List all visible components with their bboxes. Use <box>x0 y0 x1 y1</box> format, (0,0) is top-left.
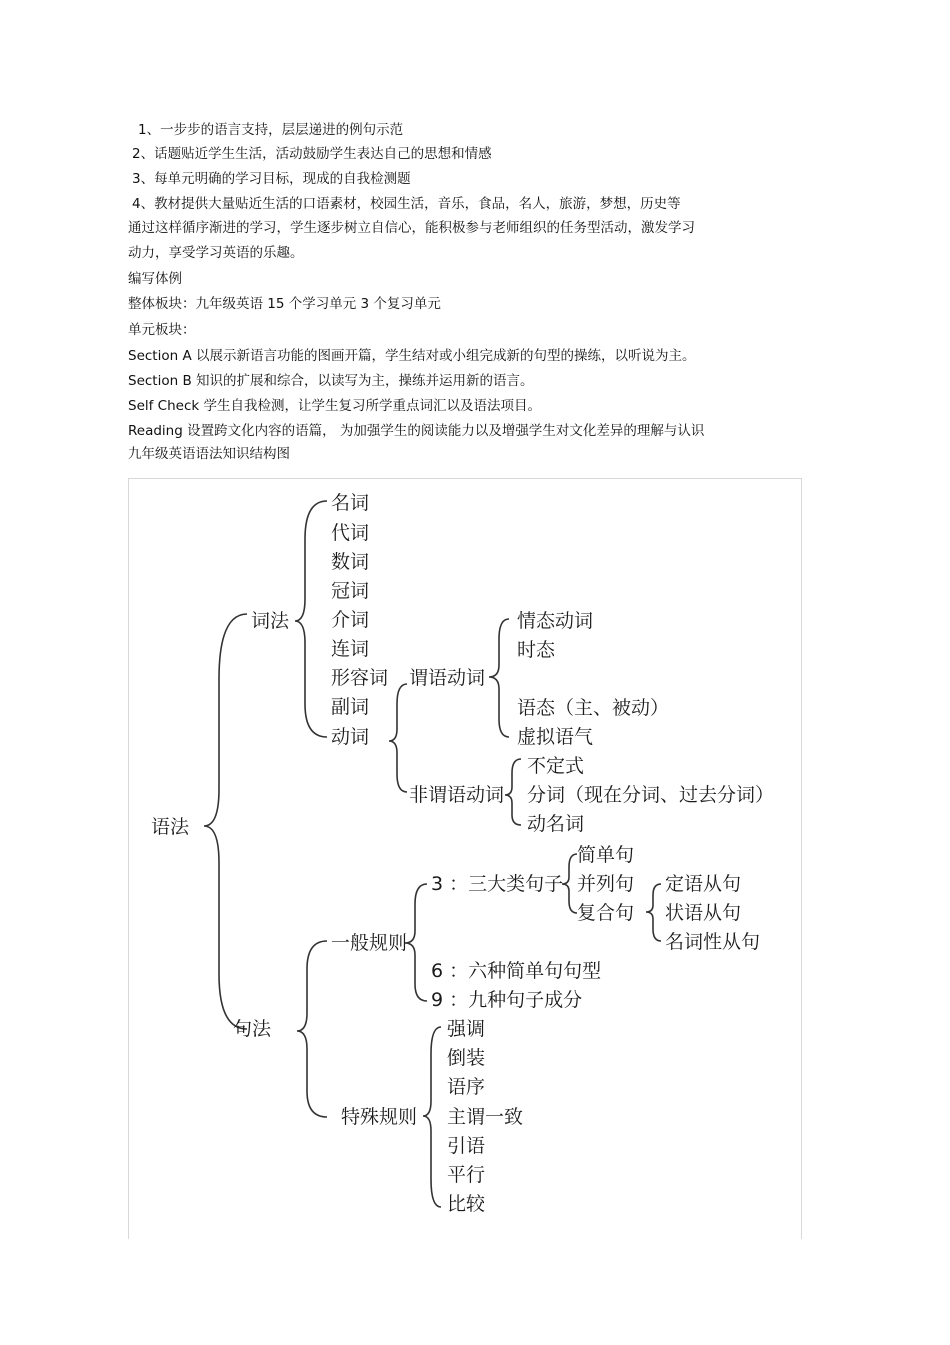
node-subjunctive: 虚拟语气 <box>517 726 594 748</box>
paragraph-line: Section B 知识的扩展和综合，以读写为主，操练并运用新的语言。 <box>128 373 534 389</box>
node-attributive-clause: 定语从句 <box>665 873 742 895</box>
node-infinitive: 不定式 <box>527 755 585 777</box>
node-root: 语法 <box>151 816 190 838</box>
node-nine-elements: 9 ：九种句子成分 <box>431 989 583 1011</box>
node-noun-clause: 名词性从句 <box>665 931 761 953</box>
paragraph-line: 整体板块：九年级英语 15 个学习单元 3 个复习单元 <box>128 296 441 312</box>
node-compound-sentence: 并列句 <box>577 873 635 895</box>
node-pronoun: 代词 <box>331 522 370 544</box>
node-six-patterns: 6 ：六种简单句句型 <box>431 960 602 982</box>
brace-special-rules <box>423 1027 441 1207</box>
node-participle: 分词（现在分词、过去分词） <box>527 784 775 806</box>
brace-sentence-types <box>562 854 577 913</box>
brace-morphology <box>295 501 327 737</box>
grammar-structure-diagram <box>128 478 802 1239</box>
section-heading: 编写体例 <box>128 271 182 287</box>
paragraph-line: 单元板块： <box>128 322 196 338</box>
brace-nonpredicate <box>505 759 521 825</box>
node-tense: 时态 <box>517 639 556 661</box>
node-comparison: 比较 <box>447 1193 486 1215</box>
brace-predicate <box>489 619 509 737</box>
node-emphasis: 强调 <box>447 1018 486 1040</box>
node-voice: 语态（主、被动） <box>517 697 670 719</box>
brace-general-rules <box>405 884 427 1001</box>
node-adjective: 形容词 <box>331 667 389 689</box>
node-nonpredicate-verb: 非谓语动词 <box>409 784 505 806</box>
node-article: 冠词 <box>331 580 370 602</box>
brace-verb <box>389 684 407 792</box>
node-parallelism: 平行 <box>447 1164 486 1186</box>
node-three-types: 3 ：三大类句子 <box>431 873 564 895</box>
node-gerund: 动名词 <box>527 813 585 835</box>
list-item-4: 4、教材提供大量贴近生活的口语素材，校园生活，音乐，食品，名人，旅游，梦想，历史等 <box>132 196 681 212</box>
node-general-rules: 一般规则 <box>331 932 408 954</box>
node-adverb: 副词 <box>331 696 370 718</box>
node-modal-verb: 情态动词 <box>517 610 594 632</box>
paragraph-line: 动力，享受学习英语的乐趣。 <box>128 245 304 261</box>
node-noun: 名词 <box>331 492 370 514</box>
node-preposition: 介词 <box>331 609 370 631</box>
node-word-order: 语序 <box>447 1076 486 1098</box>
list-item-2: 2、话题贴近学生生活，活动鼓励学生表达自己的思想和情感 <box>132 146 492 162</box>
node-syntax: 句法 <box>233 1018 272 1040</box>
paragraph-line: Section A 以展示新语言功能的图画开篇，学生结对或小组完成新的句型的操练，以听说为主。 <box>128 348 696 364</box>
node-speech: 引语 <box>447 1135 486 1157</box>
node-morphology: 词法 <box>251 610 290 632</box>
brace-compound-sentence <box>646 884 661 941</box>
node-predicate-verb: 谓语动词 <box>409 667 486 689</box>
list-item-3: 3、每单元明确的学习目标，现成的自我检测题 <box>132 171 411 187</box>
paragraph-line: Reading 设置跨文化内容的语篇， 为加强学生的阅读能力以及增强学生对文化差异的理解与认识 <box>128 423 705 439</box>
node-verb: 动词 <box>331 726 370 748</box>
node-adverbial-clause: 状语从句 <box>665 902 742 924</box>
brace-root <box>204 614 247 1029</box>
paragraph-line: 通过这样循序渐进的学习，学生逐步树立自信心，能积极参与老师组织的任务型活动，激发学习 <box>128 220 695 236</box>
node-simple-sentence: 简单句 <box>577 844 635 866</box>
brace-syntax <box>297 941 327 1117</box>
node-complex-sentence: 复合句 <box>577 902 635 924</box>
paragraph-line: Self Check 学生自我检测，让学生复习所学重点词汇以及语法项目。 <box>128 398 541 414</box>
node-conjunction: 连词 <box>331 638 370 660</box>
diagram-canvas <box>129 479 801 1239</box>
list-item-1: 1、一步步的语言支持，层层递进的例句示范 <box>138 122 404 138</box>
node-agreement: 主谓一致 <box>447 1106 524 1128</box>
diagram-caption: 九年级英语语法知识结构图 <box>128 446 290 462</box>
node-special-rules: 特殊规则 <box>341 1106 418 1128</box>
node-numeral: 数词 <box>331 551 370 573</box>
node-inversion: 倒装 <box>447 1047 486 1069</box>
